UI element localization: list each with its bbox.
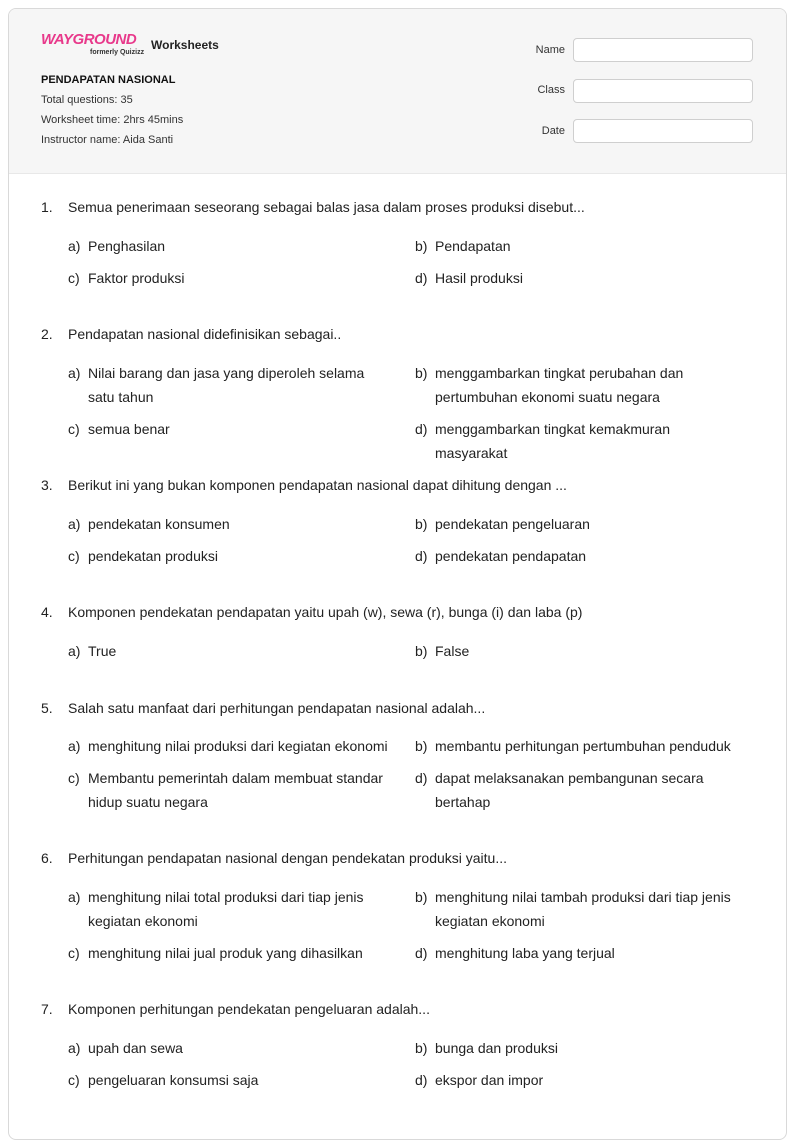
option-text: pendekatan konsumen	[88, 516, 230, 532]
option-letter: d)	[415, 548, 428, 564]
option-text: Faktor produksi	[88, 270, 185, 286]
option-letter: a)	[68, 889, 81, 905]
option-letter: a)	[68, 365, 81, 381]
option-letter: b)	[415, 516, 428, 532]
question-number: 7.	[41, 1001, 53, 1017]
option-text: ekspor dan impor	[435, 1072, 544, 1088]
option-text: True	[88, 643, 117, 659]
date-field[interactable]	[573, 119, 753, 143]
option-text: menghitung nilai tambah produksi dari tiap jenis kegiatan ekonomi	[435, 889, 731, 929]
option-letter: c)	[68, 548, 80, 564]
wayground-logo	[41, 31, 146, 61]
option-text: False	[435, 643, 470, 659]
question-number: 4.	[41, 604, 53, 620]
option-text: Nilai barang dan jasa yang diperoleh selama satu tahun	[88, 365, 365, 405]
option-text: Penghasilan	[88, 238, 166, 254]
option-text: pendekatan pengeluaran	[435, 516, 590, 532]
question-text: Pendapatan nasional didefinisikan sebagai..	[68, 326, 342, 342]
option-text: membantu perhitungan pertumbuhan penduduk	[435, 738, 731, 754]
option-letter: c)	[68, 270, 80, 286]
option-text: menghitung laba yang terjual	[435, 945, 615, 961]
section-label: Worksheets	[151, 38, 219, 52]
option-letter: c)	[68, 421, 80, 437]
name-label: Name	[535, 44, 565, 56]
question-number: 6.	[41, 850, 53, 866]
question-number: 1.	[41, 199, 53, 215]
date-label: Date	[541, 125, 565, 137]
option-letter: a)	[68, 1040, 81, 1056]
option-text: menghitung nilai total produksi dari tiap jenis kegiatan ekonomi	[88, 889, 364, 929]
option-text: menghitung nilai produksi dari kegiatan ekonomi	[88, 738, 388, 754]
total-questions: Total questions: 35	[41, 94, 133, 106]
option-text: Pendapatan	[435, 238, 511, 254]
option-letter: d)	[415, 270, 428, 286]
option-letter: a)	[68, 516, 81, 532]
option-letter: a)	[68, 643, 81, 659]
worksheet-header	[9, 9, 786, 174]
option-letter: a)	[68, 238, 81, 254]
question-number: 2.	[41, 326, 53, 342]
worksheet-page	[8, 8, 787, 1140]
question-text: Salah satu manfaat dari perhitungan pendapatan nasional adalah...	[68, 700, 486, 716]
option-letter: b)	[415, 1040, 428, 1056]
option-letter: c)	[68, 1072, 80, 1088]
logo-wordmark: WAYGROUND	[41, 31, 137, 48]
option-letter: b)	[415, 738, 428, 754]
option-text: semua benar	[88, 421, 170, 437]
question-text: Perhitungan pendapatan nasional dengan pendekatan produksi yaitu...	[68, 850, 508, 866]
logo-subtitle: formerly Quizizz	[90, 49, 145, 56]
option-letter: b)	[415, 889, 428, 905]
option-text: menghitung nilai jual produk yang dihasilkan	[88, 945, 363, 961]
option-letter: d)	[415, 421, 428, 437]
option-text: pendekatan pendapatan	[435, 548, 587, 564]
class-label: Class	[537, 84, 565, 96]
option-text: menggambarkan tingkat kemakmuran masyarakat	[435, 421, 671, 461]
question-text: Komponen pendekatan pendapatan yaitu upah (w), sewa (r), bunga (i) dan laba (p)	[68, 604, 583, 620]
name-field[interactable]	[573, 38, 753, 62]
option-text: Hasil produksi	[435, 270, 523, 286]
option-text: pendekatan produksi	[88, 548, 218, 564]
option-letter: b)	[415, 238, 428, 254]
worksheet-title: PENDAPATAN NASIONAL	[41, 74, 176, 86]
question-text: Berikut ini yang bukan komponen pendapatan nasional dapat dihitung dengan ...	[68, 477, 567, 493]
question-number: 3.	[41, 477, 53, 493]
option-letter: b)	[415, 365, 428, 381]
option-letter: b)	[415, 643, 428, 659]
worksheet-time: Worksheet time: 2hrs 45mins	[41, 114, 184, 126]
option-text: dapat melaksanakan pembangunan secara bertahap	[435, 770, 704, 810]
class-field[interactable]	[573, 79, 753, 103]
option-text: bunga dan produksi	[435, 1040, 558, 1056]
option-text: Membantu pemerintah dalam membuat standar hidup suatu negara	[88, 770, 383, 810]
option-letter: d)	[415, 770, 428, 786]
option-letter: d)	[415, 945, 428, 961]
instructor-name: Instructor name: Aida Santi	[41, 134, 174, 146]
option-letter: a)	[68, 738, 81, 754]
option-text: menggambarkan tingkat perubahan dan pertumbuhan ekonomi suatu negara	[435, 365, 684, 405]
option-text: upah dan sewa	[88, 1040, 183, 1056]
question-text: Semua penerimaan seseorang sebagai balas jasa dalam proses produksi disebut...	[68, 199, 585, 215]
option-letter: d)	[415, 1072, 428, 1088]
question-text: Komponen perhitungan pendekatan pengeluaran adalah...	[68, 1001, 430, 1017]
option-text: pengeluaran konsumsi saja	[88, 1072, 259, 1088]
question-number: 5.	[41, 700, 53, 716]
option-letter: c)	[68, 770, 80, 786]
option-letter: c)	[68, 945, 80, 961]
